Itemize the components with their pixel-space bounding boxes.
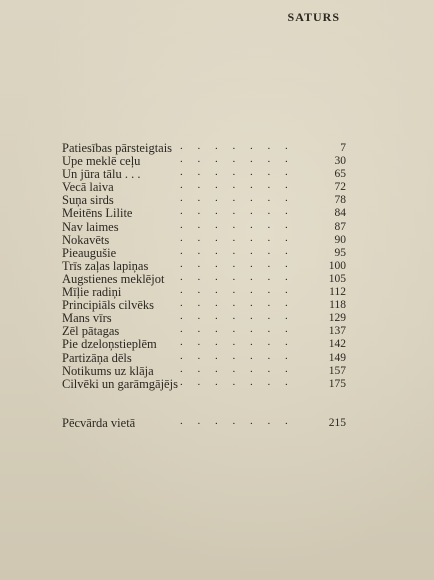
toc-entry-page: 215 bbox=[328, 416, 346, 429]
toc-entry-title: Upe meklē ceļu bbox=[62, 154, 141, 169]
dot-leader: . . . . . . . bbox=[180, 414, 294, 427]
dot-leader: . . . . . . . bbox=[180, 375, 294, 388]
dot-leader: . . . . . . . bbox=[180, 257, 294, 270]
dot-leader: . . . . . . . bbox=[180, 349, 294, 362]
toc-entry-title: Pie dzeloņstieplēm bbox=[62, 337, 157, 352]
toc-entry-title: Trīs zaļas lapiņas bbox=[62, 258, 149, 273]
toc-entry-page: 129 bbox=[328, 312, 346, 325]
dot-leader: . . . . . . . bbox=[180, 179, 294, 192]
dot-leader: . . . . . . . bbox=[180, 270, 294, 283]
toc-entry-title: Zēl pātagas bbox=[62, 324, 120, 339]
toc-entry-page: 84 bbox=[334, 207, 346, 220]
toc-entry-page: 87 bbox=[334, 220, 346, 233]
toc-entry-title: Un jūra tālu . . . bbox=[62, 167, 141, 182]
toc-entry-title: Patiesības pārsteigtais bbox=[62, 141, 173, 155]
toc-entry-afterword bbox=[62, 414, 346, 430]
dot-leader: . . . . . . . bbox=[180, 244, 294, 257]
toc-entry-title: Nav laimes bbox=[62, 219, 119, 234]
dot-leader: . . . . . . . bbox=[180, 140, 294, 152]
toc-entry bbox=[62, 375, 346, 391]
toc-entry-page: 175 bbox=[328, 377, 346, 390]
dot-leader: . . . . . . . bbox=[180, 192, 294, 205]
toc-entry-page: 142 bbox=[328, 338, 346, 351]
toc-entry-page: 118 bbox=[329, 299, 346, 312]
toc-entry-page: 7 bbox=[340, 142, 346, 154]
dot-leader: . . . . . . . bbox=[180, 336, 294, 349]
toc-entry-title: Cilvēki un garāmgājējs bbox=[62, 376, 178, 391]
table-of-contents bbox=[62, 142, 346, 430]
dot-leader: . . . . . . . bbox=[180, 297, 294, 310]
dot-leader: . . . . . . . bbox=[180, 362, 294, 375]
toc-entry-title: Mīļie radiņi bbox=[62, 285, 122, 300]
toc-entry-title: Suņa sirds bbox=[62, 193, 114, 208]
dot-leader: . . . . . . . bbox=[180, 231, 294, 244]
toc-entry-title: Augstienes meklējot bbox=[62, 271, 165, 286]
toc-entry-page: 78 bbox=[334, 194, 346, 207]
dot-leader: . . . . . . . bbox=[180, 166, 294, 179]
toc-entry-page: 100 bbox=[328, 259, 346, 272]
toc-entry-page: 65 bbox=[334, 168, 346, 181]
dot-leader: . . . . . . . bbox=[180, 205, 294, 218]
toc-entry-title: Pēcvārda vietā bbox=[62, 415, 136, 430]
dot-leader: . . . . . . . bbox=[180, 310, 294, 323]
toc-entry-page: 105 bbox=[328, 272, 346, 285]
toc-entry-title: Mans vīrs bbox=[62, 311, 112, 326]
toc-entry-title: Pieaugušie bbox=[62, 245, 117, 260]
dot-leader: . . . . . . . bbox=[180, 153, 294, 166]
page-heading: SATURS bbox=[287, 10, 340, 24]
toc-entry-title: Vecā laiva bbox=[62, 180, 114, 195]
toc-entry-page: 137 bbox=[328, 325, 346, 338]
toc-entry-title: Nokavēts bbox=[62, 232, 110, 247]
toc-entry-title: Meitēns Lilite bbox=[62, 206, 133, 221]
toc-entry-title: Principiāls cilvēks bbox=[62, 298, 154, 313]
dot-leader: . . . . . . . bbox=[180, 323, 294, 336]
toc-entry-page: 149 bbox=[328, 351, 346, 364]
dot-leader: . . . . . . . bbox=[180, 284, 294, 297]
toc-entry-title: Partizāņa dēls bbox=[62, 350, 132, 365]
toc-entry-page: 30 bbox=[334, 155, 346, 168]
toc-entry-page: 157 bbox=[328, 364, 346, 377]
toc-entry-page: 90 bbox=[334, 233, 346, 246]
toc-entry-title: Notikums uz klāja bbox=[62, 363, 154, 378]
toc-entry-page: 72 bbox=[334, 181, 346, 194]
dot-leader: . . . . . . . bbox=[180, 218, 294, 231]
toc-entry-page: 112 bbox=[329, 286, 346, 299]
toc-entry-page: 95 bbox=[334, 246, 346, 259]
